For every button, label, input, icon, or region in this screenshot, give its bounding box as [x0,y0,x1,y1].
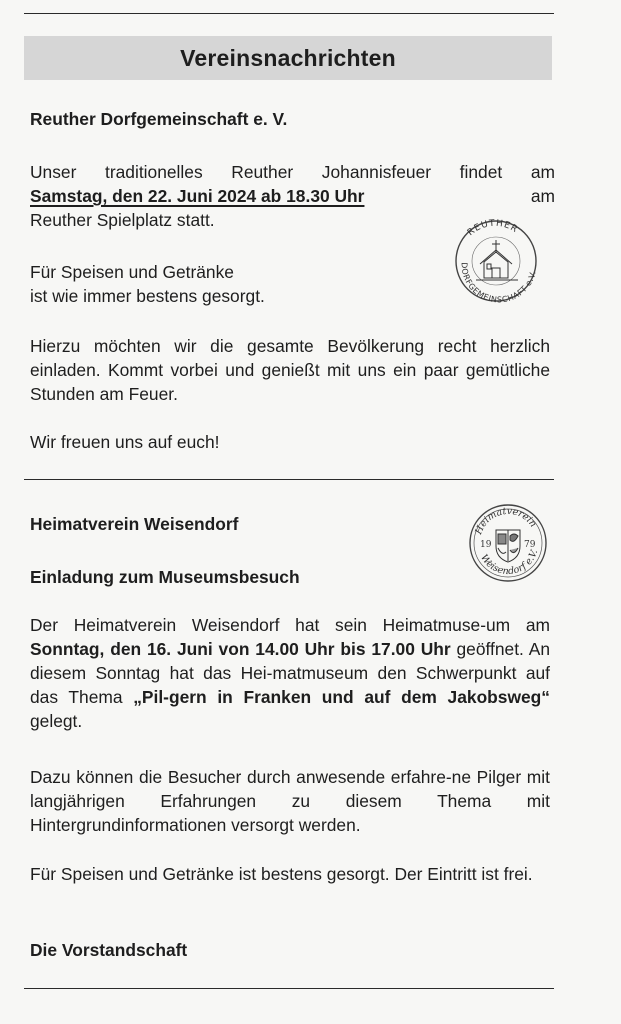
event-date: Samstag, den 22. Juni 2024 ab 18.30 Uhr [30,186,365,206]
bottom-rule [24,988,554,989]
section2-paragraph2: Dazu können die Besucher durch anwesende erfahre-ne Pilger mit langjährigen Erfahrungen zu diesem Thema mit Hintergrundinformationen versorgt werden. [30,767,550,835]
seal2-year-left: 19 [480,540,492,550]
s2p1-text2: geöffnet. An diesem Sonntag hat das Hei-matmuseum den Schwerpunkt auf das Thema [30,639,550,707]
museum-theme: „Pil-gern in Franken und auf dem Jakobsweg“ [133,687,550,707]
section2-signature: Die Vorstandschaft [30,940,188,960]
section2-paragraph1 [30,613,550,733]
top-rule [24,13,554,14]
seal2-bottom-text: Weisendorf e.V. [478,548,541,578]
dorfgemeinschaft-seal [440,218,548,304]
seal1-top-text: REUTHER [465,218,520,239]
section2-subheading: Einladung zum Museumsbesuch [30,567,300,587]
s2p1-text3: gelegt. [30,711,83,731]
section1-paragraph4: Wir freuen uns auf euch! [30,432,220,452]
p2-line1: Für Speisen und Getränke [30,262,234,282]
s2p1-text1: Der Heimatverein Weisendorf hat sein Heimatmuse-um am [30,615,550,635]
seal1-bottom-text: DORFGEMEINSCHAFT e.V. [459,262,538,304]
p1-after-date: am [530,186,555,206]
section1-heading: Reuther Dorfgemeinschaft e. V. [30,109,288,129]
heimatverein-seal [466,500,550,586]
p2-line2: ist wie immer bestens gesorgt. [30,286,265,306]
section2-paragraph3: Für Speisen und Getränke ist bestens gesorgt. Der Eintritt ist frei. [30,864,533,884]
section2-heading: Heimatverein Weisendorf [30,514,239,534]
section1-paragraph3: Hierzu möchten wir die gesamte Bevölkerung recht herzlich einladen. Kommt vorbei und genießt mit uns ein paar gemütliche Stunden am Feuer. [30,336,550,404]
section-divider [24,479,554,480]
museum-open-time: Sonntag, den 16. Juni von 14.00 Uhr bis 17.00 Uhr [30,639,451,659]
page-title: Vereinsnachrichten [180,44,396,71]
seal2-top-text: Heimatverein [473,505,539,537]
p1-line2 [30,184,555,208]
seal2-year-right: 79 [524,540,536,550]
p1-line3: Reuther Spielplatz statt. [30,210,215,230]
p1-line1: Unser traditionelles Reuther Johannisfeuer findet am [30,162,555,182]
section-banner [24,36,552,80]
